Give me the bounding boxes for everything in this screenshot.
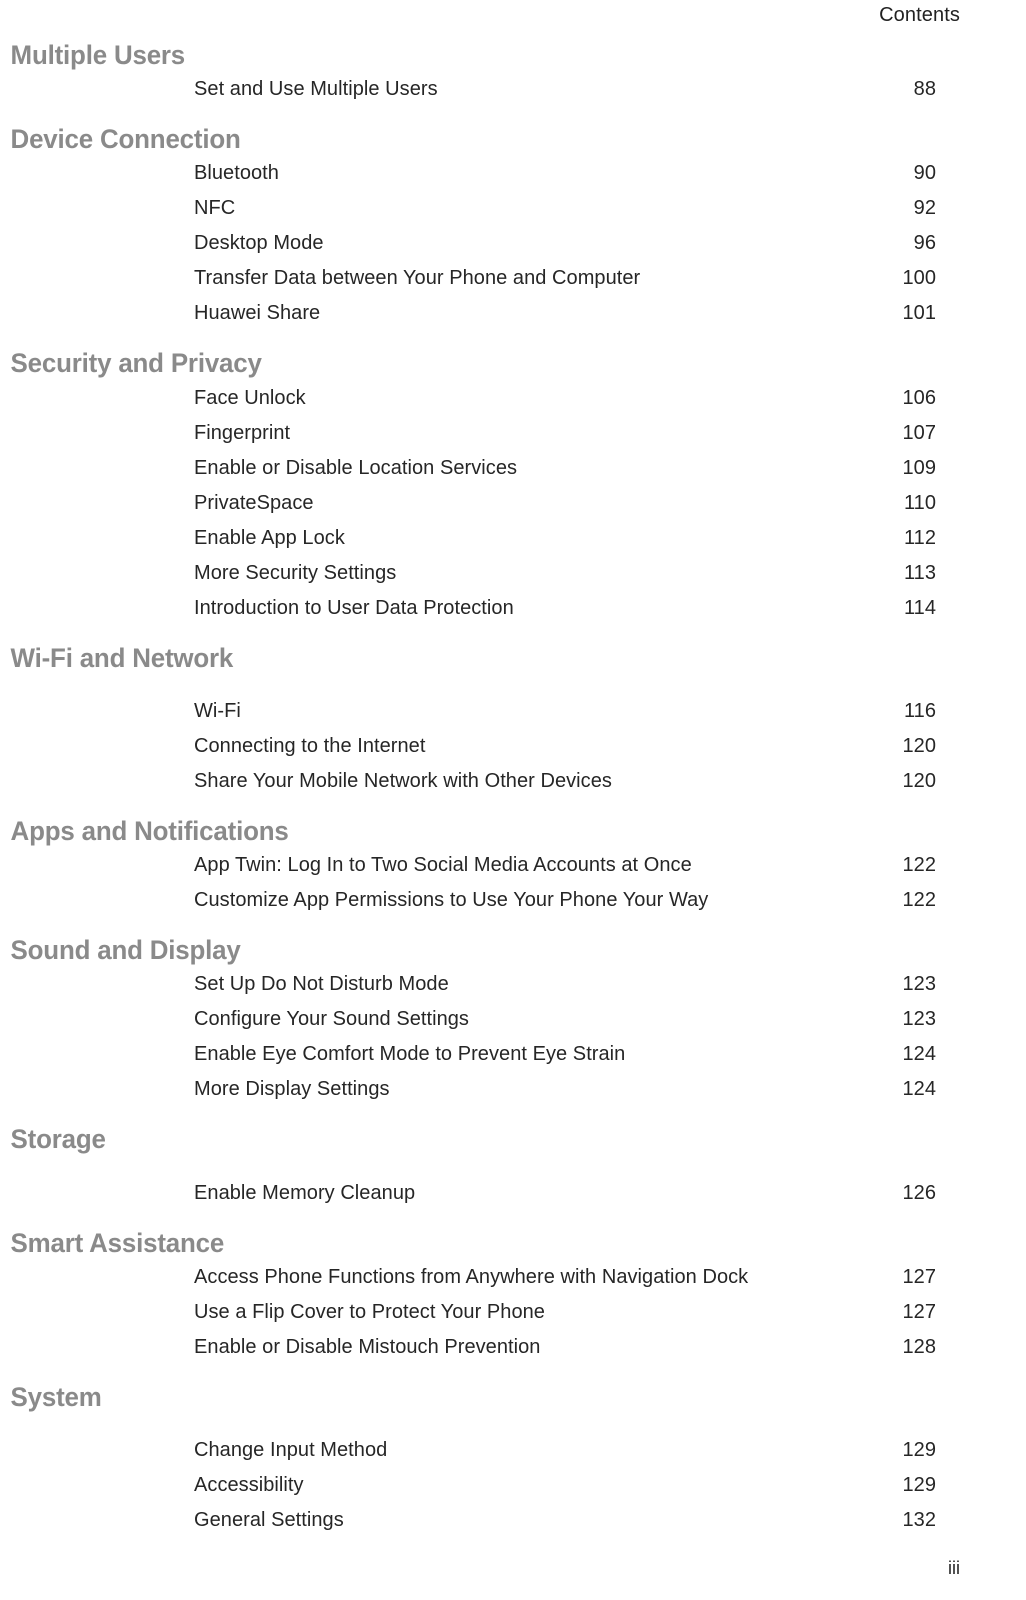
toc-entry-title: Huawei Share: [194, 302, 321, 325]
toc-entry-list: [0, 848, 1026, 918]
running-head: Contents: [879, 4, 960, 26]
toc-entry[interactable]: [0, 694, 1026, 729]
toc-entry-page-number: 107: [902, 421, 936, 444]
toc-entry[interactable]: [0, 296, 1026, 331]
toc-entry[interactable]: [0, 521, 1026, 556]
toc-entry-title: Fingerprint: [194, 421, 291, 444]
toc-entry-page-number: 122: [902, 854, 936, 877]
toc-entry-title: Set and Use Multiple Users: [194, 78, 438, 101]
toc-entry-title: Connecting to the Internet: [194, 734, 426, 757]
toc-entry-list: [0, 156, 1026, 331]
toc-entry-page-number: 128: [902, 1335, 936, 1358]
toc-section: [0, 124, 1026, 331]
toc-section-heading: Multiple Users: [10, 40, 186, 70]
toc-entry-page-number: 110: [903, 491, 936, 514]
toc-entry[interactable]: [0, 1002, 1026, 1037]
toc-entry[interactable]: [0, 72, 1026, 107]
toc-section-heading: Sound and Display: [10, 935, 241, 966]
toc-entry-title: Accessibility: [194, 1474, 304, 1497]
toc-entry-title: Transfer Data between Your Phone and Computer: [194, 267, 641, 290]
toc-entry-page-number: 90: [913, 162, 936, 185]
toc-entry-title: Share Your Mobile Network with Other Devices: [194, 769, 612, 792]
toc-entry-title: Enable Eye Comfort Mode to Prevent Eye Strain: [194, 1043, 626, 1066]
toc-entry[interactable]: [0, 764, 1026, 799]
toc-entry-page-number: 96: [913, 232, 936, 255]
toc-entry[interactable]: [0, 591, 1026, 626]
toc-section: [0, 40, 1026, 107]
toc-entry-page-number: 129: [902, 1474, 936, 1497]
toc-entry-title: General Settings: [194, 1509, 344, 1532]
toc-section: [0, 816, 1026, 918]
toc-entry[interactable]: [0, 261, 1026, 296]
toc-entry-page-number: 120: [902, 769, 936, 792]
toc-entry[interactable]: [0, 381, 1026, 416]
toc-entry-page-number: 112: [903, 526, 936, 549]
toc-entry-list: [0, 381, 1026, 626]
toc-entry-page-number: 123: [902, 1008, 936, 1031]
toc-entry-page-number: 122: [902, 889, 936, 912]
page-folio: iii: [948, 1558, 960, 1578]
toc-section-heading: Wi-Fi and Network: [10, 642, 234, 673]
toc-entry-page-number: 116: [903, 699, 936, 722]
toc-entry[interactable]: [0, 1176, 1026, 1211]
toc-section: [0, 643, 1026, 799]
toc-section: [0, 1382, 1026, 1538]
toc-section: [0, 1124, 1026, 1210]
toc-entry-page-number: 101: [902, 302, 936, 325]
toc-entry[interactable]: [0, 1260, 1026, 1295]
toc-entry[interactable]: [0, 191, 1026, 226]
toc-section-heading: Storage: [10, 1124, 106, 1155]
toc-entry-page-number: 129: [902, 1439, 936, 1462]
toc-entry[interactable]: [0, 1433, 1026, 1468]
toc-section: [0, 1228, 1026, 1365]
toc-entry-page-number: 123: [902, 973, 936, 996]
table-of-contents: [0, 40, 1026, 1538]
toc-entry[interactable]: [0, 729, 1026, 764]
toc-section-heading: Smart Assistance: [10, 1227, 225, 1258]
toc-entry[interactable]: [0, 1295, 1026, 1330]
toc-entry-title: Enable Memory Cleanup: [194, 1181, 416, 1204]
toc-entry[interactable]: [0, 451, 1026, 486]
toc-entry-list: [0, 1176, 1026, 1211]
toc-entry-page-number: 88: [913, 78, 936, 101]
toc-entry-page-number: 106: [902, 386, 936, 409]
toc-entry-page-number: 127: [902, 1300, 936, 1323]
toc-entry[interactable]: [0, 1468, 1026, 1503]
toc-entry[interactable]: [0, 486, 1026, 521]
toc-entry-list: [0, 72, 1026, 107]
toc-entry-title: Bluetooth: [194, 162, 279, 185]
toc-entry-page-number: 109: [902, 456, 936, 479]
toc-entry-title: NFC: [194, 197, 236, 220]
toc-entry-title: More Security Settings: [194, 561, 397, 584]
toc-entry-page-number: 114: [903, 596, 936, 619]
toc-section: [0, 935, 1026, 1107]
toc-entry-page-number: 127: [902, 1265, 936, 1288]
toc-entry-title: PrivateSpace: [194, 491, 314, 514]
toc-entry-page-number: 132: [902, 1509, 936, 1532]
toc-entry[interactable]: [0, 416, 1026, 451]
toc-entry-title: Change Input Method: [194, 1439, 388, 1462]
toc-entry[interactable]: [0, 848, 1026, 883]
toc-entry-title: Access Phone Functions from Anywhere with Navigation Dock: [194, 1265, 749, 1288]
toc-entry[interactable]: [0, 967, 1026, 1002]
toc-entry-list: [0, 694, 1026, 799]
toc-entry-page-number: 124: [902, 1078, 936, 1101]
toc-entry-title: Wi-Fi: [194, 699, 241, 722]
toc-entry[interactable]: [0, 1330, 1026, 1365]
toc-entry[interactable]: [0, 226, 1026, 261]
toc-entry-title: Face Unlock: [194, 386, 306, 409]
toc-entry-title: More Display Settings: [194, 1078, 390, 1101]
toc-entry[interactable]: [0, 1072, 1026, 1107]
toc-entry-title: Configure Your Sound Settings: [194, 1008, 469, 1031]
toc-entry-page-number: 126: [902, 1181, 936, 1204]
toc-entry-page-number: 124: [902, 1043, 936, 1066]
toc-entry-title: App Twin: Log In to Two Social Media Accounts at Once: [194, 854, 692, 877]
toc-entry-list: [0, 967, 1026, 1107]
toc-entry-title: Desktop Mode: [194, 232, 324, 255]
toc-entry-title: Enable or Disable Mistouch Prevention: [194, 1335, 541, 1358]
toc-entry-title: Introduction to User Data Protection: [194, 596, 514, 619]
toc-section: [0, 348, 1026, 625]
toc-entry[interactable]: [0, 1503, 1026, 1538]
toc-entry-list: [0, 1433, 1026, 1538]
toc-entry-list: [0, 1260, 1026, 1365]
toc-entry[interactable]: [0, 156, 1026, 191]
toc-entry[interactable]: [0, 1037, 1026, 1072]
toc-entry-page-number: 113: [903, 561, 936, 584]
toc-entry-title: Use a Flip Cover to Protect Your Phone: [194, 1300, 545, 1323]
toc-entry-page-number: 100: [902, 267, 936, 290]
toc-entry-page-number: 92: [913, 197, 936, 220]
toc-entry-title: Customize App Permissions to Use Your Phone Your Way: [194, 889, 709, 912]
toc-section-heading: Security and Privacy: [10, 348, 262, 379]
toc-entry[interactable]: [0, 556, 1026, 591]
toc-section-heading: Device Connection: [10, 124, 241, 155]
toc-entry-title: Enable or Disable Location Services: [194, 456, 518, 479]
toc-entry-page-number: 120: [902, 734, 936, 757]
toc-section-heading: System: [10, 1381, 102, 1412]
toc-section-heading: Apps and Notifications: [10, 815, 289, 846]
toc-entry-title: Enable App Lock: [194, 526, 345, 549]
toc-entry-title: Set Up Do Not Disturb Mode: [194, 973, 449, 996]
toc-entry[interactable]: [0, 883, 1026, 918]
